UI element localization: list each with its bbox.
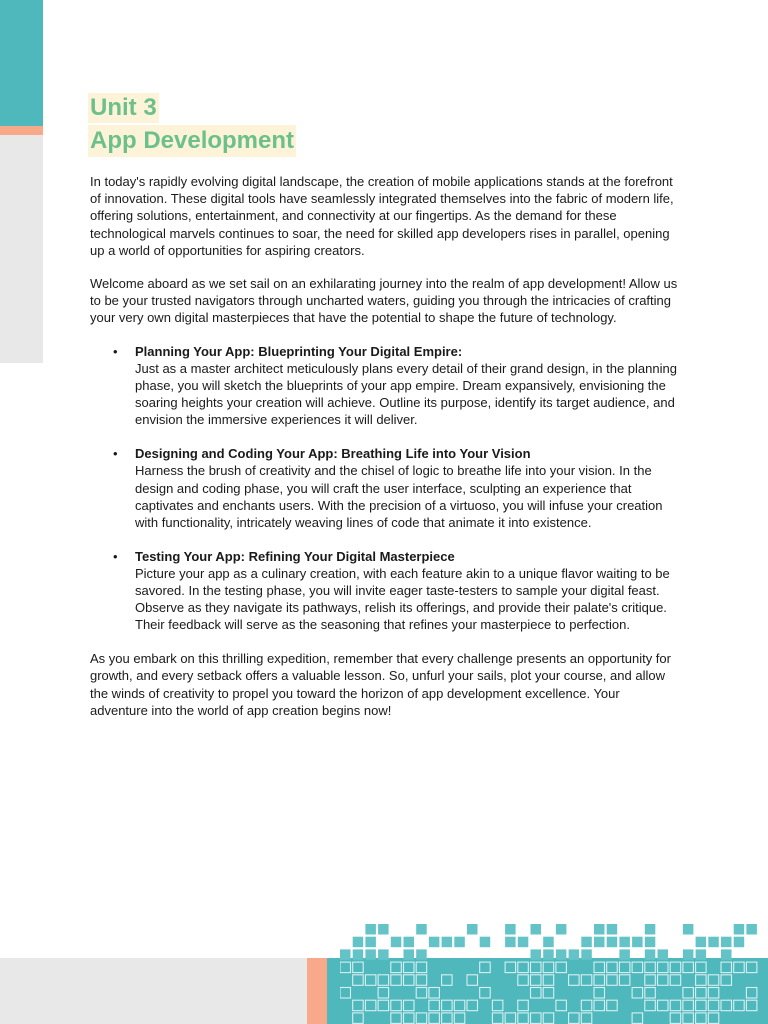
pixel-square: [429, 1000, 440, 1011]
pixel-square: [670, 1000, 681, 1011]
pixel-square: [505, 937, 515, 948]
pixel-square: [378, 949, 389, 960]
pixel-square: [442, 975, 453, 986]
pixel-square: [658, 962, 669, 973]
pixel-square: [391, 1013, 402, 1024]
pixel-square: [645, 962, 656, 973]
pixel-square: [518, 975, 529, 986]
pixel-square: [607, 975, 618, 986]
pixel-square: [696, 937, 707, 948]
pixel-square: [645, 937, 656, 948]
pixel-square: [416, 988, 427, 999]
left-teal-bar: [0, 0, 43, 126]
pixel-square: [365, 937, 376, 948]
pixel-square: [416, 1013, 427, 1024]
unit-number: Unit 3: [90, 94, 157, 121]
bullet-heading: • Planning Your App: Blueprinting Your Digital Empire:: [135, 343, 463, 359]
pixel-square: [670, 1013, 681, 1024]
pixel-square: [581, 937, 592, 948]
pixel-square: [619, 962, 630, 973]
pixel-square: [581, 949, 592, 960]
pixel-square: [378, 924, 389, 935]
bullet-heading: • Testing Your App: Refining Your Digital Masterpiece: [135, 548, 455, 564]
pixel-square: [658, 949, 669, 960]
pixel-square: [746, 988, 757, 999]
pixel-square: [505, 924, 515, 935]
unit-heading: App Development: [88, 125, 296, 157]
pixel-square: [531, 988, 542, 999]
pixel-square: [721, 1000, 732, 1011]
bottom-orange-stripe: [307, 958, 327, 1024]
pixel-square: [391, 1000, 402, 1011]
pixel-square: [632, 988, 643, 999]
pixel-square: [340, 988, 351, 999]
pixel-square: [518, 1000, 529, 1011]
pixel-square: [556, 949, 567, 960]
pixel-square: [746, 924, 757, 935]
pixel-square: [353, 1000, 364, 1011]
pixel-square: [683, 949, 694, 960]
pixel-square: [645, 988, 656, 999]
pixel-square: [708, 988, 719, 999]
pixel-square: [378, 988, 389, 999]
bullet-item: [135, 548, 680, 634]
bullet-list: [90, 343, 680, 634]
pixel-square: [708, 1000, 719, 1011]
pixel-square: [645, 949, 656, 960]
pixel-square: [721, 949, 732, 960]
pixel-square: [696, 1013, 707, 1024]
pixel-square: [645, 1000, 656, 1011]
bullet-heading: • Designing and Coding Your App: Breathing Life into Your Vision: [135, 446, 531, 462]
pixel-square: [467, 975, 478, 986]
pixel-square: [442, 1000, 453, 1011]
pixel-square: [365, 975, 376, 986]
closing-paragraph: As you embark on this thrilling expedition, remember that every challenge presents an opportunity for growth, and every setback offers a valuable lesson. So, unfurl your sails, plot your course, and allow the winds of creativity to propel you toward the horizon of app development excellence. Your adventure into the world of app creation begins now!: [90, 651, 671, 718]
pixel-square: [708, 975, 719, 986]
pixel-square: [365, 924, 376, 935]
pixel-square: [696, 949, 707, 960]
pixel-square: [404, 949, 415, 960]
pixel-square: [378, 1000, 389, 1011]
bullet-text: Just as a master architect meticulously plans every detail of their grand design, in the planning phase, you will sketch the blueprints of your app empire. Dream expansively, envisioning the soaring heights your creation will achieve. Outline its purpose, identify its target audience, and envision the immersive experiences it will deliver.: [135, 360, 677, 428]
pixel-square: [340, 949, 351, 960]
pixel-square: [581, 975, 592, 986]
pixel-square: [480, 962, 491, 973]
pixel-square: [607, 924, 618, 935]
pixel-square: [594, 1000, 605, 1011]
pixel-square: [632, 937, 643, 948]
pixel-square: [683, 924, 694, 935]
pixel-square: [467, 1000, 478, 1011]
pixel-square: [492, 1000, 503, 1011]
pixel-square: [353, 975, 364, 986]
pixel-pattern-decoration: [340, 922, 768, 1024]
pixel-square: [734, 937, 745, 948]
pixel-square: [404, 1000, 415, 1011]
pixel-square: [531, 924, 542, 935]
pixel-square: [391, 937, 402, 948]
pixel-square: [416, 949, 427, 960]
pixel-square: [721, 975, 732, 986]
pixel-square: [429, 1013, 440, 1024]
pixel-square: [658, 1000, 669, 1011]
pixel-square: [721, 937, 732, 948]
pixel-square: [734, 924, 745, 935]
pixel-square: [556, 924, 567, 935]
pixel-square: [683, 988, 694, 999]
pixel-square: [619, 975, 630, 986]
pixel-square: [708, 937, 719, 948]
pixel-square: [391, 962, 402, 973]
pixel-square: [365, 949, 376, 960]
pixel-square: [353, 937, 364, 948]
pixel-square: [543, 975, 554, 986]
pixel-square: [480, 988, 491, 999]
pixel-square: [746, 1000, 757, 1011]
pixel-square: [569, 949, 580, 960]
welcome-paragraph: Welcome aboard as we set sail on an exhilarating journey into the realm of app development! Allow us to be your trusted navigators through uncharted waters, guiding you through the intricacies of crafting your very own digital masterpieces that have the potential to shape the future of technology.: [90, 276, 678, 326]
pixel-square: [594, 988, 605, 999]
pixel-square: [531, 1013, 542, 1024]
pixel-square: [442, 937, 453, 948]
pixel-square: [543, 988, 554, 999]
bullet-item: [135, 445, 680, 531]
pixel-square: [416, 962, 427, 973]
pixel-square: [454, 1000, 465, 1011]
pixel-square: [721, 962, 732, 973]
pixel-square: [492, 1013, 503, 1024]
pixel-square: [632, 1013, 643, 1024]
pixel-square: [518, 962, 529, 973]
pixel-square: [619, 937, 630, 948]
pixel-square: [543, 962, 554, 973]
pixel-square: [480, 937, 491, 948]
pixel-square: [607, 962, 618, 973]
pixel-square: [696, 988, 707, 999]
pixel-square: [531, 962, 542, 973]
pixel-square: [531, 975, 542, 986]
pixel-square: [746, 962, 757, 973]
pixel-square: [645, 924, 656, 935]
pixel-square: [505, 962, 515, 973]
pixel-square: [505, 1013, 515, 1024]
pixel-square: [353, 1013, 364, 1024]
bullet-text: Harness the brush of creativity and the chisel of logic to breathe life into your vision. In the design and coding phase, you will craft the user interface, sculpting an experience that captivates and enchants users. With the precision of a virtuoso, you will infuse your creation with functionality, intricately weaving lines of code that animate it into existence.: [135, 463, 663, 530]
pixel-square: [429, 988, 440, 999]
pixel-square: [429, 937, 440, 948]
pixel-square: [531, 949, 542, 960]
pixel-square: [543, 1013, 554, 1024]
pixel-square: [569, 975, 580, 986]
pixel-square: [353, 962, 364, 973]
intro-paragraph: In today's rapidly evolving digital landscape, the creation of mobile applications stands at the forefront of innovation. These digital tools have seamlessly integrated themselves into the fabric of modern life, offering solutions, entertainment, and connectivity at our fingertips. As the demand for these technological marvels continues to soar, the need for skilled app developers rises in parallel, opening up a world of opportunities for aspiring creators.: [90, 174, 674, 258]
pixel-square: [404, 1013, 415, 1024]
pixel-square: [416, 975, 427, 986]
pixel-square: [404, 937, 415, 948]
pixel-square: [683, 962, 694, 973]
pixel-square: [696, 962, 707, 973]
pixel-square: [391, 975, 402, 986]
pixel-square: [708, 1013, 719, 1024]
pixel-square: [556, 1000, 567, 1011]
pixel-square: [683, 1000, 694, 1011]
pixel-square: [353, 949, 364, 960]
pixel-square: [594, 924, 605, 935]
pixel-square: [594, 937, 605, 948]
pixel-square: [594, 975, 605, 986]
pixel-square: [543, 937, 554, 948]
pixel-square: [581, 1013, 592, 1024]
pixel-square: [683, 1013, 694, 1024]
pixel-square: [404, 962, 415, 973]
pixel-square: [607, 937, 618, 948]
pixel-square: [658, 975, 669, 986]
pixel-square: [569, 1013, 580, 1024]
bottom-gray-bar: [0, 958, 307, 1024]
bullet-item: [135, 343, 680, 429]
pixel-square: [734, 962, 745, 973]
pixel-square: [696, 1000, 707, 1011]
pixel-square: [340, 962, 351, 973]
pixel-square: [581, 1000, 592, 1011]
left-gray-bar: [0, 135, 43, 363]
pixel-square: [454, 937, 465, 948]
pixel-square: [696, 975, 707, 986]
pixel-square: [365, 1000, 376, 1011]
pixel-square: [518, 1013, 529, 1024]
pixel-square: [442, 1013, 453, 1024]
pixel-square: [556, 962, 567, 973]
pixel-square: [632, 962, 643, 973]
pixel-square: [454, 1013, 465, 1024]
pixel-square: [619, 949, 630, 960]
pixel-square: [378, 975, 389, 986]
bullet-text: Picture your app as a culinary creation, with each feature akin to a unique flavor waiting to be savored. In the testing phase, you will invite eager taste-testers to sample your digital feast. Observe as they navigate its pathways, relish its offerings, and provide their palate's critique. Their feedback will serve as the seasoning that refines your masterpiece to perfection.: [135, 565, 670, 633]
pixel-square: [734, 1000, 745, 1011]
pixel-square: [670, 975, 681, 986]
pixel-square: [543, 949, 554, 960]
document-body: [90, 173, 680, 735]
pixel-square: [594, 962, 605, 973]
pixel-square: [670, 962, 681, 973]
pixel-square: [467, 924, 478, 935]
pixel-square: [416, 924, 427, 935]
pixel-square: [518, 937, 529, 948]
pixel-square: [607, 1000, 618, 1011]
pixel-square: [404, 975, 415, 986]
left-orange-stripe: [0, 126, 43, 135]
pixel-square: [645, 975, 656, 986]
unit-title: [90, 93, 296, 157]
